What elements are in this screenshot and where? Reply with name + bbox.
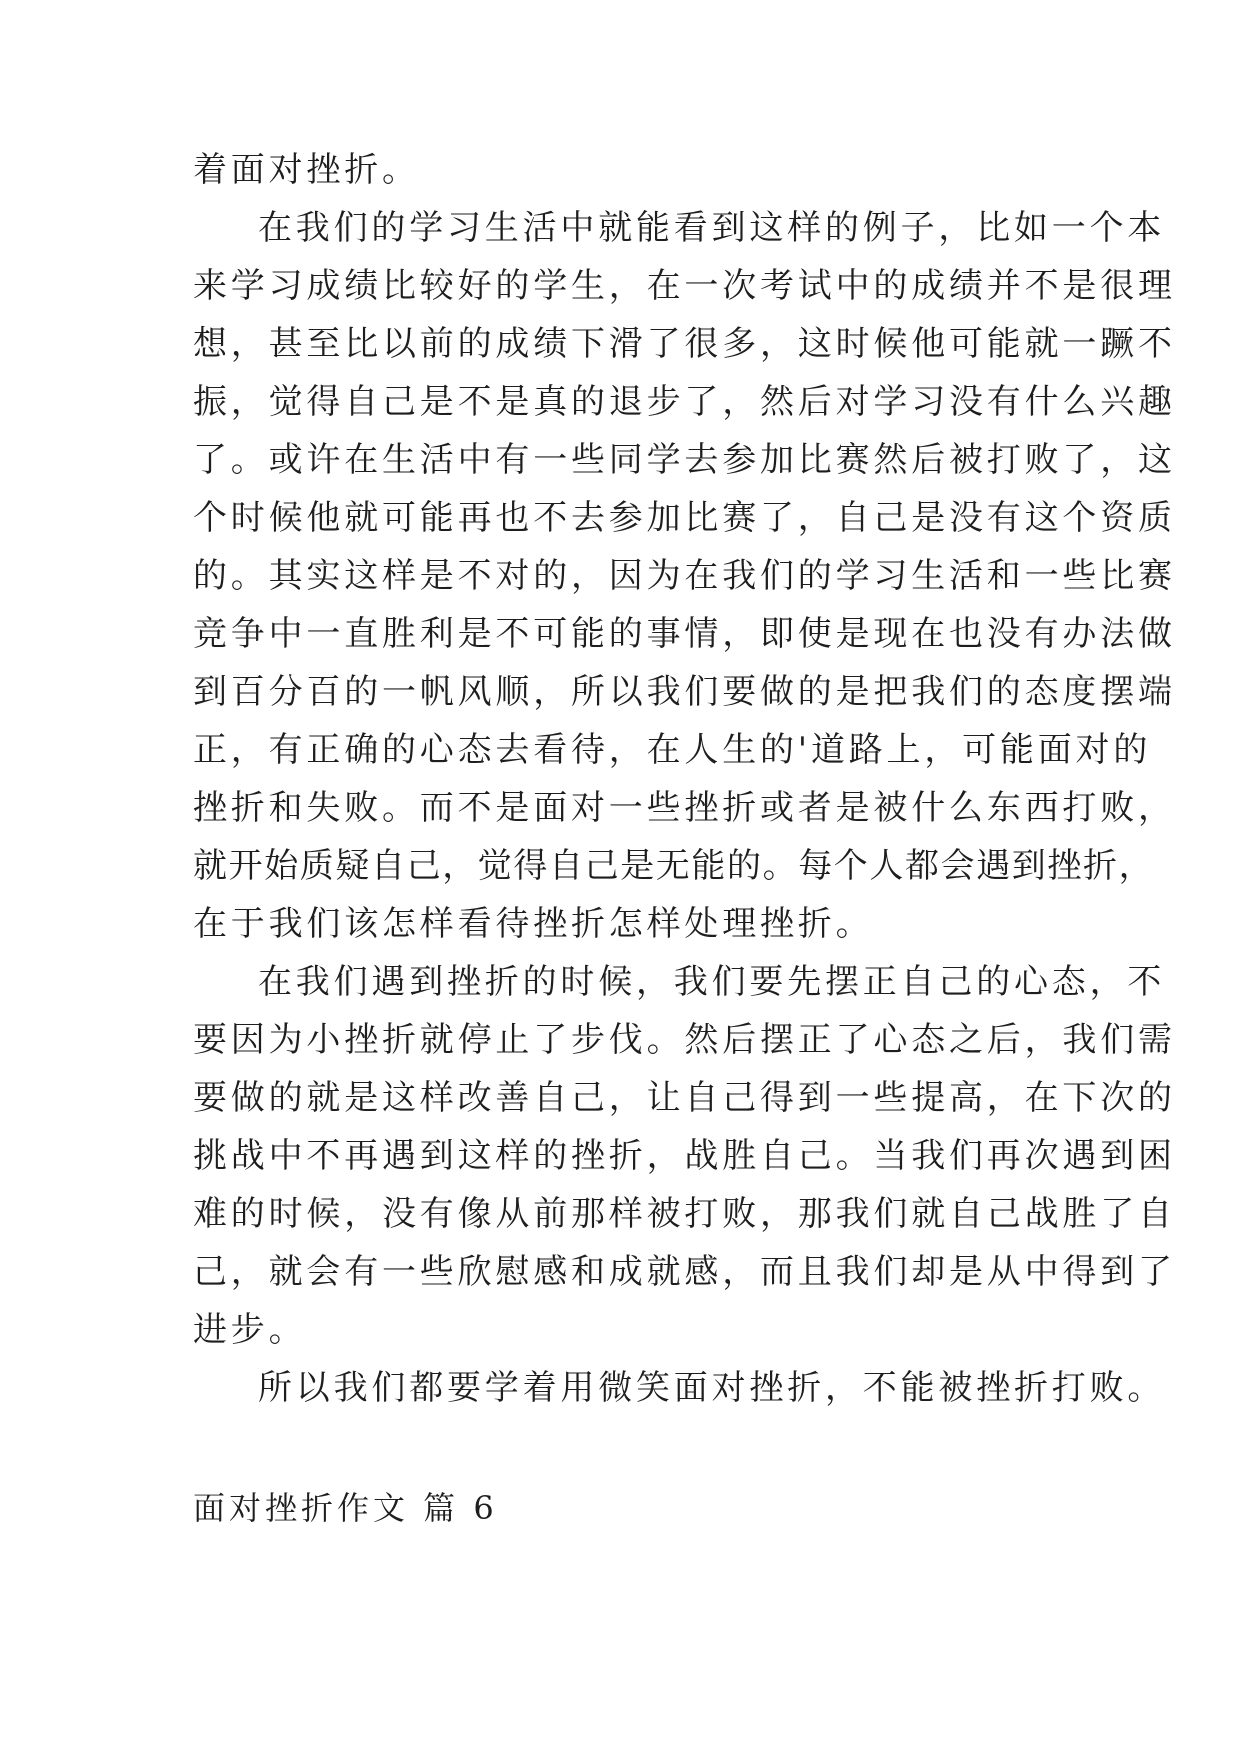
text-line: 己，就会有一些欣慰感和成就感，而且我们却是从中得到了 xyxy=(193,1252,1176,1292)
text-line: 来学习成绩比较好的学生，在一次考试中的成绩并不是很理 xyxy=(193,266,1176,306)
paragraph-first-line: 在我们遇到挫折的时候，我们要先摆正自己的心态，不 xyxy=(258,962,1166,1002)
paragraph-first-line: 在我们的学习生活中就能看到这样的例子，比如一个本 xyxy=(258,208,1166,248)
text-line: 难的时候，没有像从前那样被打败，那我们就自己战胜了自 xyxy=(193,1194,1176,1234)
text-line: 着面对挫折。 xyxy=(193,150,420,190)
text-line: 进步。 xyxy=(193,1310,307,1350)
text-line: 竞争中一直胜利是不可能的事情，即使是现在也没有办法做 xyxy=(193,614,1176,654)
text-line: 就开始质疑自己，觉得自己是无能的。每个人都会遇到挫折， xyxy=(193,846,1155,886)
text-line: 在于我们该怎样看待挫折怎样处理挫折。 xyxy=(193,904,874,944)
text-line: 到百分百的一帆风顺，所以我们要做的是把我们的态度摆端 xyxy=(193,672,1176,712)
text-line: 了。或许在生活中有一些同学去参加比赛然后被打败了，这 xyxy=(193,440,1176,480)
text-line: 想，甚至比以前的成绩下滑了很多，这时候他可能就一蹶不 xyxy=(193,324,1176,364)
text-line: 正，有正确的心态去看待，在人生的'道路上，可能面对的 xyxy=(193,730,1152,770)
section-heading: 面对挫折作文 篇 6 xyxy=(193,1489,498,1527)
text-line: 要因为小挫折就停止了步伐。然后摆正了心态之后，我们需 xyxy=(193,1020,1176,1060)
text-line: 挫折和失败。而不是面对一些挫折或者是被什么东西打败， xyxy=(193,788,1176,828)
text-line: 挑战中不再遇到这样的挫折，战胜自己。当我们再次遇到困 xyxy=(193,1136,1176,1176)
text-line: 要做的就是这样改善自己，让自己得到一些提高，在下次的 xyxy=(193,1078,1176,1118)
text-line: 振，觉得自己是不是真的退步了，然后对学习没有什么兴趣 xyxy=(193,382,1176,422)
text-line: 的。其实这样是不对的，因为在我们的学习生活和一些比赛 xyxy=(193,556,1176,596)
paragraph-first-line: 所以我们都要学着用微笑面对挫折，不能被挫折打败。 xyxy=(258,1368,1166,1408)
text-line: 个时候他就可能再也不去参加比赛了，自己是没有这个资质 xyxy=(193,498,1176,538)
